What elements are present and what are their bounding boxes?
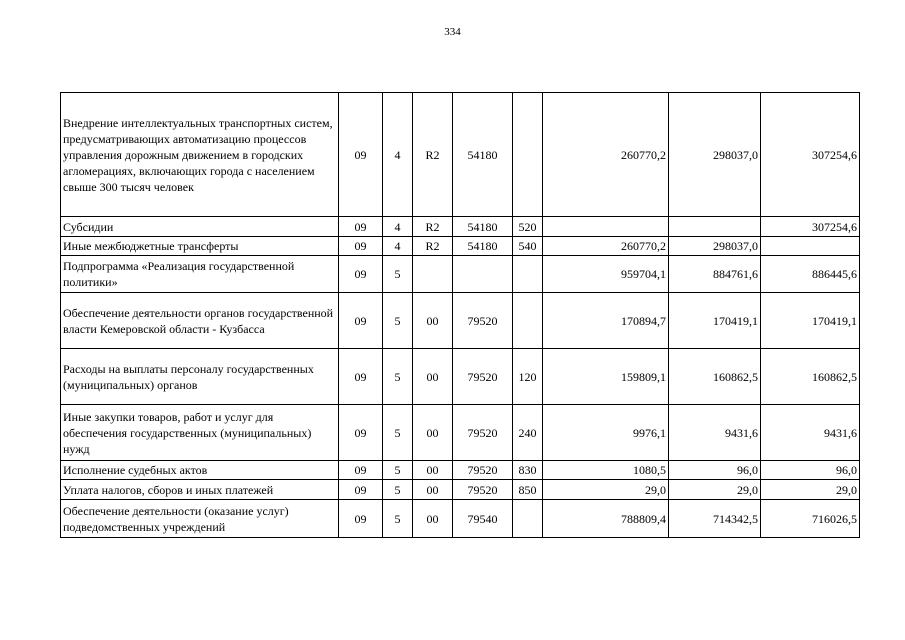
amount-year-2 [669,217,761,237]
row-name: Субсидии [61,217,339,237]
amount-year-2: 160862,5 [669,349,761,405]
row-name: Исполнение судебных актов [61,461,339,480]
table-row [61,293,860,349]
expense-type-code: 240 [513,405,543,461]
amount-year-3: 170419,1 [761,293,860,349]
amount-year-2: 884761,6 [669,256,761,293]
amount-year-3: 886445,6 [761,256,860,293]
expense-type-code [513,93,543,217]
expense-type-code [513,256,543,293]
section-code: 09 [339,349,383,405]
program-code: R2 [413,93,453,217]
amount-year-2: 714342,5 [669,500,761,538]
row-name: Внедрение интеллектуальных транспортных систем, предусматривающих автоматизацию процессов управления дорожным движением в городских агломерациях, включающих города с населением свыше 300 тысяч человек [61,93,339,217]
direction-code: 79520 [453,349,513,405]
subsection-code: 5 [383,256,413,293]
table-row [61,349,860,405]
amount-year-2: 298037,0 [669,93,761,217]
budget-table [60,92,860,538]
row-name: Обеспечение деятельности (оказание услуг) подведомственных учреждений [61,500,339,538]
direction-code: 54180 [453,217,513,237]
amount-year-1 [543,217,669,237]
table-row [61,93,860,217]
table-row [61,480,860,500]
row-name: Обеспечение деятельности органов государственной власти Кемеровской области - Кузбасса [61,293,339,349]
row-name: Расходы на выплаты персоналу государственных (муниципальных) органов [61,349,339,405]
subsection-code: 4 [383,217,413,237]
amount-year-3 [761,237,860,256]
amount-year-3: 29,0 [761,480,860,500]
row-name: Иные закупки товаров, работ и услуг для обеспечения государственных (муниципальных) нужд [61,405,339,461]
table-row [61,256,860,293]
direction-code: 79540 [453,500,513,538]
amount-year-3: 716026,5 [761,500,860,538]
program-code: 00 [413,480,453,500]
direction-code: 79520 [453,461,513,480]
amount-year-3: 160862,5 [761,349,860,405]
expense-type-code: 540 [513,237,543,256]
program-code: 00 [413,349,453,405]
direction-code [453,256,513,293]
expense-type-code [513,293,543,349]
subsection-code: 5 [383,349,413,405]
expense-type-code: 850 [513,480,543,500]
direction-code: 54180 [453,93,513,217]
expense-type-code [513,500,543,538]
amount-year-2: 298037,0 [669,237,761,256]
program-code: 00 [413,293,453,349]
program-code: 00 [413,405,453,461]
direction-code: 79520 [453,480,513,500]
amount-year-1: 959704,1 [543,256,669,293]
amount-year-2: 29,0 [669,480,761,500]
section-code: 09 [339,293,383,349]
page-number: 334 [444,26,461,38]
amount-year-1: 170894,7 [543,293,669,349]
table-row [61,217,860,237]
subsection-code: 5 [383,461,413,480]
amount-year-1: 9976,1 [543,405,669,461]
amount-year-2: 96,0 [669,461,761,480]
section-code: 09 [339,217,383,237]
program-code: 00 [413,500,453,538]
program-code: R2 [413,237,453,256]
subsection-code: 5 [383,293,413,349]
row-name: Подпрограмма «Реализация государственной политики» [61,256,339,293]
row-name: Иные межбюджетные трансферты [61,237,339,256]
subsection-code: 5 [383,500,413,538]
table-row [61,500,860,538]
section-code: 09 [339,256,383,293]
amount-year-3: 9431,6 [761,405,860,461]
section-code: 09 [339,480,383,500]
expense-type-code: 830 [513,461,543,480]
table-row [61,405,860,461]
section-code: 09 [339,93,383,217]
expense-type-code: 120 [513,349,543,405]
row-name: Уплата налогов, сборов и иных платежей [61,480,339,500]
section-code: 09 [339,500,383,538]
direction-code: 79520 [453,405,513,461]
section-code: 09 [339,405,383,461]
section-code: 09 [339,461,383,480]
program-code: 00 [413,461,453,480]
amount-year-1: 1080,5 [543,461,669,480]
direction-code: 54180 [453,237,513,256]
section-code: 09 [339,237,383,256]
amount-year-3: 307254,6 [761,93,860,217]
program-code: R2 [413,217,453,237]
table-row [61,461,860,480]
subsection-code: 4 [383,237,413,256]
subsection-code: 5 [383,405,413,461]
amount-year-1: 29,0 [543,480,669,500]
amount-year-3: 96,0 [761,461,860,480]
amount-year-1: 159809,1 [543,349,669,405]
subsection-code: 5 [383,480,413,500]
expense-type-code: 520 [513,217,543,237]
direction-code: 79520 [453,293,513,349]
amount-year-1: 260770,2 [543,237,669,256]
amount-year-1: 260770,2 [543,93,669,217]
subsection-code: 4 [383,93,413,217]
amount-year-3: 307254,6 [761,217,860,237]
amount-year-1: 788809,4 [543,500,669,538]
amount-year-2: 170419,1 [669,293,761,349]
program-code [413,256,453,293]
amount-year-2: 9431,6 [669,405,761,461]
table-row [61,237,860,256]
